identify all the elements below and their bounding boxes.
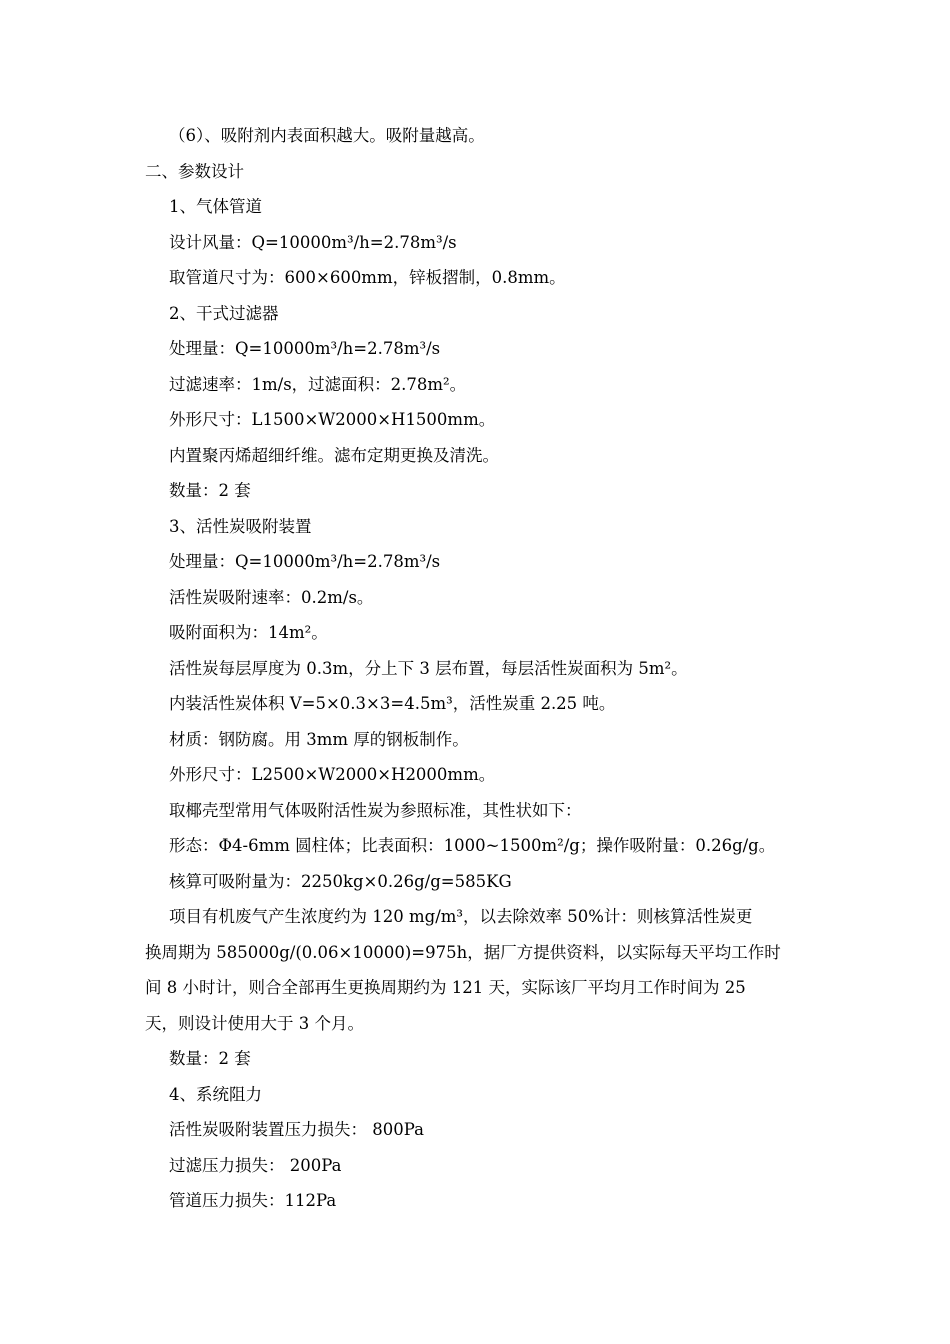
filter-media: 内置聚丙烯超细纤维。滤布定期更换及清洗。 [169,445,499,465]
adsorbent-surface-note: （6）、吸附剂内表面积越大。吸附量越高。 [169,126,485,145]
section-heading-parameter-design: 二、参数设计 [145,161,244,181]
carbon-layer-thickness: 活性炭每层厚度为 0.3m，分上下 3 层布置，每层活性炭面积为 5m²。 [169,658,688,678]
carbon-properties: 形态：Φ4-6mm 圆柱体；比表面积：1000~1500m²/g；操作吸附量：0.26g/g。 [169,836,776,855]
carbon-volume: 内装活性炭体积 V=5×0.3×3=4.5m³，活性炭重 2.25 吨。 [169,694,616,713]
filter-pressure-loss: 过滤压力损失： 200Pa [169,1155,342,1175]
duct-pressure-loss: 管道压力损失：112Pa [169,1191,337,1210]
adsorber-pressure-loss: 活性炭吸附装置压力损失： 800Pa [169,1120,424,1139]
subheading-carbon-adsorber: 3、活性炭吸附装置 [169,516,312,536]
filter-throughput: 处理量：Q=10000m³/h=2.78m³/s [169,339,441,358]
document-body [145,118,810,1219]
adsorption-capacity: 核算可吸附量为：2250kg×0.26g/g=585KG [169,871,512,891]
filter-rate-area: 过滤速率：1m/s，过滤面积：2.78m²。 [169,374,467,394]
subheading-system-resistance: 4、系统阻力 [169,1084,262,1104]
duct-size: 取管道尺寸为：600×600mm，锌板摺制，0.8mm。 [169,268,566,287]
adsorber-rate: 活性炭吸附速率：0.2m/s。 [169,587,374,607]
filter-quantity: 数量：2 套 [169,481,251,500]
adsorber-material: 材质：钢防腐。用 3mm 厚的钢板制作。 [169,729,469,749]
paragraph-line-1: 项目有机废气产生浓度约为 120 mg/m³，以去除效率 50%计：则核算活性炭更 [169,907,753,926]
replacement-cycle-paragraph [145,899,810,1041]
paragraph-line-3: 间 8 小时计，则合全部再生更换周期约为 121 天，实际该厂平均月工作时间为 25 [145,978,746,997]
duct-design-airflow: 设计风量：Q=10000m³/h=2.78m³/s [169,232,457,252]
adsorber-dimensions: 外形尺寸：L2500×W2000×H2000mm。 [169,765,496,784]
subheading-dry-filter: 2、干式过滤器 [169,303,279,323]
filter-dimensions: 外形尺寸：L1500×W2000×H1500mm。 [169,410,496,429]
carbon-reference-standard: 取椰壳型常用气体吸附活性炭为参照标准，其性状如下： [169,800,582,820]
paragraph-line-2: 换周期为 585000g/(0.06×10000)=975h，据厂方提供资料，以实际每天平均工作时 [145,942,781,962]
adsorber-area: 吸附面积为：14m²。 [169,623,328,642]
subheading-gas-duct: 1、气体管道 [169,197,262,216]
adsorber-quantity: 数量：2 套 [169,1049,251,1068]
paragraph-line-4: 天，则设计使用大于 3 个月。 [145,1013,364,1033]
adsorber-throughput: 处理量：Q=10000m³/h=2.78m³/s [169,552,441,571]
